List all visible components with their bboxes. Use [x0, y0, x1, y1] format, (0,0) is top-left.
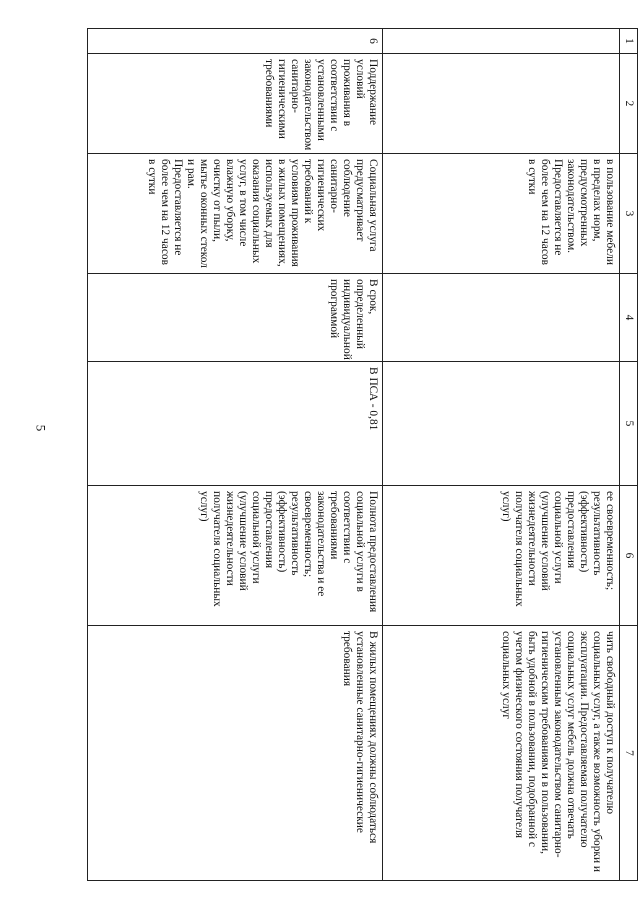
standard-cell: В ПСА - 0,81: [88, 362, 383, 486]
conditions-cell: В жилых помещениях должны соблюдаться установленные санитарно-гигиенические требования: [88, 626, 383, 881]
service-name-cell: [383, 54, 620, 154]
deadline-cell: В срок, определенный индивидуальной программой: [88, 274, 383, 362]
service-description-cell: в пользование мебели в пределах норм, предусмотренных законодательством. Предоставляется не более чем на 12 часов в сутки: [383, 154, 620, 274]
conditions-cell: чить свободный доступ к получателю социальных услуг, а также возможность уборки и эксплуатации. Предоставляемая получателю социальных услуг мебель должна отвечать установленным законодательством санитарно-гигиеническим требованиям и в пользовании, быть удобной в пользовании, подобранной с учетом физического состояния получателя социальных услуг: [383, 626, 620, 881]
service-description-cell: Социальная услуга предусматривает соблюдение санитарно-гигиенических требований к условиям проживания в жилых помещениях, используемых для оказания социальных услуг, в том числе влажную уборку, очистку от пыли, мытье оконных стекол и рам. Предоставляется не более чем на 12 часов в сутки: [88, 154, 383, 274]
service-name-cell: Поддержание условий проживания в соответствии с установленными законодательством санитарно-гигиеническими требованиями: [88, 54, 383, 154]
table-container: [58, 28, 638, 880]
deadline-cell: [383, 274, 620, 362]
column-header: 2: [620, 54, 638, 154]
quality-indicators-cell: ее своевременность; результативность (эффективность) предоставления социальной услуги (улучшение условий жизнедеятельности получателя социальных услуг): [383, 486, 620, 626]
header-row: [620, 29, 638, 881]
row-number-cell: 6: [88, 29, 383, 54]
column-header: 3: [620, 154, 638, 274]
services-table: [87, 28, 638, 881]
column-header: 5: [620, 362, 638, 486]
column-header: 6: [620, 486, 638, 626]
row-number-cell: [383, 29, 620, 54]
column-header: 7: [620, 626, 638, 881]
column-header: 4: [620, 274, 638, 362]
standard-cell: [383, 362, 620, 486]
table-row: [383, 29, 620, 881]
column-header: 1: [620, 29, 638, 54]
page-number: 5: [33, 424, 48, 432]
table-row: [88, 29, 383, 881]
quality-indicators-cell: Полнота предоставления социальной услуги в соответствии с требованиями законодательства и ее своевременность; результативность (эффективность) предоставления социальной услуги (улучшение условий жизнедеятельности получателя социальных услуг): [88, 486, 383, 626]
